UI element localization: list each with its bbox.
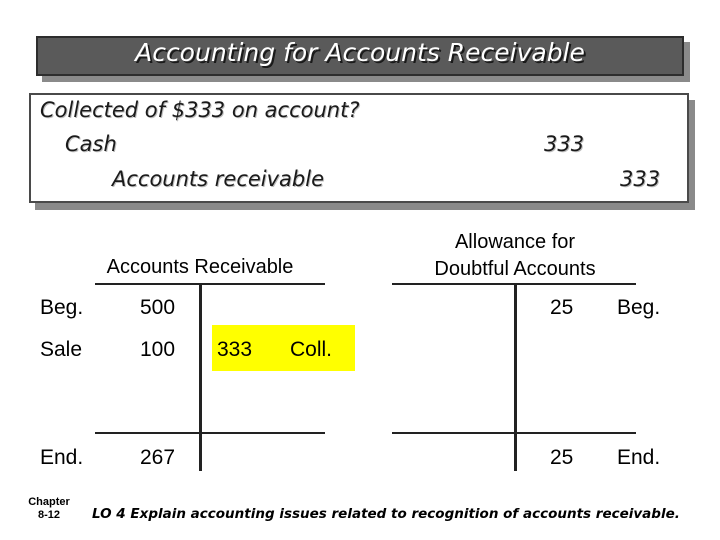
chapter-label xyxy=(18,496,80,522)
chapter-line2: 8-12 xyxy=(37,509,61,521)
ar-row-debit: 100 xyxy=(140,338,176,361)
allowance-end-label: End. xyxy=(617,446,661,469)
allowance-title-line1: Allowance for xyxy=(454,231,576,253)
allowance-title-line2: Doubtful Accounts xyxy=(434,258,596,280)
ar-row-label: Beg. xyxy=(40,296,84,319)
credit-account: Accounts receivable xyxy=(112,167,325,191)
debit-amount: 333 xyxy=(544,132,585,156)
ar-row-credit: 333 xyxy=(217,338,253,361)
chapter-line1: Chapter xyxy=(28,496,70,508)
learning-objective: LO 4 Explain accounting issues related to recognition of accounts receivable. xyxy=(92,506,680,522)
allowance-beg-label: Beg. xyxy=(617,296,661,319)
ar-row-debit: 500 xyxy=(140,296,176,319)
ar-center-line xyxy=(199,283,202,471)
ar-ending-debit: 267 xyxy=(140,446,176,469)
allowance-balance-line xyxy=(392,432,636,434)
ar-row-label: Sale xyxy=(40,338,83,361)
ar-title: Accounts Receivable xyxy=(106,256,294,278)
allowance-beg-credit: 25 xyxy=(550,296,574,319)
credit-amount: 333 xyxy=(620,167,661,191)
debit-account: Cash xyxy=(65,132,117,156)
ar-balance-line xyxy=(95,432,325,434)
allowance-end-credit: 25 xyxy=(550,446,574,469)
ar-ending-label: End. xyxy=(40,446,84,469)
journal-question: Collected of $333 on account? xyxy=(40,98,360,122)
ar-top-line xyxy=(95,283,325,285)
allowance-center-line xyxy=(514,283,517,471)
ar-row-credit-label: Coll. xyxy=(290,338,333,361)
slide-title: Accounting for Accounts Receivable xyxy=(135,38,585,67)
